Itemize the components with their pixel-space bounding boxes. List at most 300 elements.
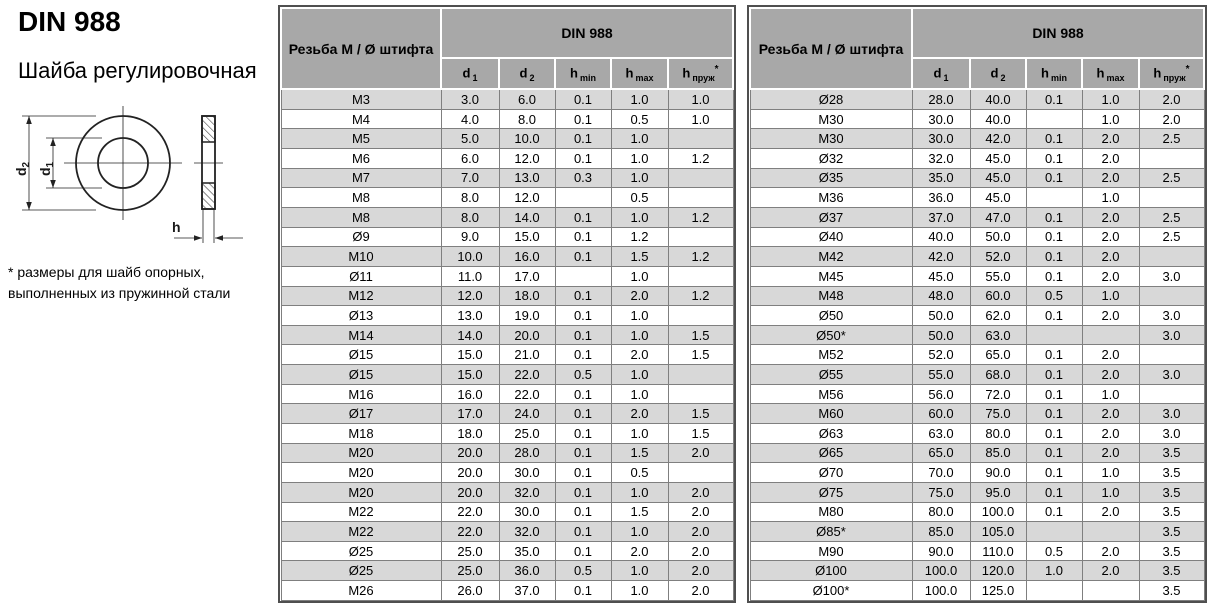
col-label-sup: * [1185,64,1190,76]
value-cell: 0.1 [1026,482,1082,502]
col-label-base: d [519,65,528,81]
value-cell: 3.0 [1139,404,1204,424]
value-cell: 0.1 [1026,463,1082,483]
page-title: DIN 988 [18,6,121,37]
value-cell: 8.0 [441,188,499,208]
value-cell: 17.0 [441,404,499,424]
value-cell: 3.0 [1139,365,1204,385]
value-cell: 3.5 [1139,522,1204,542]
thread-size-cell: Ø32 [750,149,912,169]
col-label-base: d [462,65,471,81]
value-cell: 52.0 [970,247,1026,267]
value-cell: 65.0 [912,443,970,463]
value-cell: 1.0 [668,89,733,109]
table-row [281,129,733,149]
thread-size-cell: M56 [750,384,912,404]
value-cell: 1.0 [611,207,668,227]
value-cell: 100.0 [912,561,970,581]
value-cell: 3.5 [1139,581,1204,601]
value-cell: 100.0 [970,502,1026,522]
value-cell: 4.0 [441,109,499,129]
thread-size-cell: M8 [281,188,441,208]
value-cell: 8.0 [499,109,555,129]
value-cell: 18.0 [499,286,555,306]
value-cell: 0.5 [611,188,668,208]
value-cell: 1.2 [668,149,733,169]
value-cell: 0.1 [1026,168,1082,188]
value-cell: 36.0 [912,188,970,208]
thread-size-cell: M7 [281,168,441,188]
value-cell: 0.1 [1026,227,1082,247]
value-cell: 1.0 [611,384,668,404]
value-cell: 1.2 [668,207,733,227]
thread-size-cell: M6 [281,149,441,169]
value-cell: 1.0 [611,365,668,385]
thread-size-cell: Ø11 [281,266,441,286]
value-cell: 14.0 [441,325,499,345]
value-cell: 13.0 [441,306,499,326]
thread-size-cell: M8 [281,207,441,227]
col-label-sub: пруж [1163,72,1186,83]
value-cell: 15.0 [441,365,499,385]
value-cell: 0.1 [1026,365,1082,385]
table-row [281,188,733,208]
value-cell: 60.0 [970,286,1026,306]
thread-size-cell: M5 [281,129,441,149]
table-row [281,502,733,522]
table-row [750,541,1204,561]
thread-size-cell: Ø100* [750,581,912,601]
value-cell: 0.1 [555,345,611,365]
side-view [194,116,223,209]
thread-size-cell: M16 [281,384,441,404]
table-row [750,286,1204,306]
value-cell: 85.0 [970,443,1026,463]
value-cell: 68.0 [970,365,1026,385]
column-header-d2 [970,58,1026,89]
value-cell: 18.0 [441,424,499,444]
thread-size-cell: M45 [750,266,912,286]
value-cell: 0.1 [555,89,611,109]
col-label-sub: 1 [472,72,478,83]
value-cell: 60.0 [912,404,970,424]
col-label-sup: * [714,64,719,76]
column-header-hspring [1139,58,1204,89]
col-label-sub: max [1106,72,1125,83]
value-cell: 0.1 [555,325,611,345]
table-row [281,482,733,502]
value-cell: 0.1 [555,109,611,129]
table-row [281,365,733,385]
value-cell: 1.5 [668,325,733,345]
value-cell: 42.0 [912,247,970,267]
value-cell: 0.1 [555,581,611,601]
value-cell [668,227,733,247]
table-row [750,325,1204,345]
value-cell: 1.5 [668,424,733,444]
footnote-line: * размеры для шайб опорных, [8,264,205,280]
value-cell: 0.1 [555,502,611,522]
value-cell: 1.0 [611,89,668,109]
value-cell: 0.1 [555,149,611,169]
spec-table-left [278,5,736,603]
value-cell: 3.5 [1139,561,1204,581]
value-cell: 0.1 [555,443,611,463]
value-cell: 63.0 [912,424,970,444]
value-cell: 2.0 [611,541,668,561]
value-cell [668,306,733,326]
table-row [750,266,1204,286]
value-cell [1139,286,1204,306]
value-cell: 0.5 [555,561,611,581]
value-cell: 48.0 [912,286,970,306]
value-cell: 1.5 [611,247,668,267]
value-cell: 2.0 [1082,247,1139,267]
value-cell: 45.0 [912,266,970,286]
table-row [750,345,1204,365]
value-cell: 62.0 [970,306,1026,326]
column-header-hmax [611,58,668,89]
thread-size-cell: M20 [281,482,441,502]
value-cell: 20.0 [441,443,499,463]
value-cell: 2.0 [1082,443,1139,463]
table-row [750,443,1204,463]
table-row [750,561,1204,581]
value-cell: 1.0 [1082,384,1139,404]
value-cell: 0.1 [555,306,611,326]
value-cell: 22.0 [441,502,499,522]
value-cell: 0.1 [1026,404,1082,424]
table-row [281,207,733,227]
value-cell: 1.0 [611,306,668,326]
thread-size-cell: Ø15 [281,365,441,385]
col-label-base: h [1153,65,1162,81]
thread-size-cell: M30 [750,109,912,129]
col-label-base: h [682,65,691,81]
value-cell: 36.0 [499,561,555,581]
dim-label-h: h [172,219,181,235]
value-cell: 1.0 [1026,561,1082,581]
value-cell: 0.1 [1026,266,1082,286]
table-row [281,581,733,601]
value-cell: 17.0 [499,266,555,286]
value-cell: 70.0 [912,463,970,483]
value-cell: 6.0 [441,149,499,169]
value-cell: 32.0 [499,482,555,502]
thread-size-cell: Ø50 [750,306,912,326]
table-row [281,89,733,109]
value-cell: 20.0 [499,325,555,345]
value-cell: 56.0 [912,384,970,404]
value-cell: 0.5 [1026,541,1082,561]
value-cell: 3.0 [1139,306,1204,326]
value-cell: 2.0 [1082,306,1139,326]
table-row [281,424,733,444]
value-cell: 2.0 [611,345,668,365]
thread-size-cell: M4 [281,109,441,129]
table-row [281,168,733,188]
value-cell: 2.5 [1139,227,1204,247]
value-cell: 1.0 [1082,109,1139,129]
value-cell [668,266,733,286]
thread-size-cell: M26 [281,581,441,601]
value-cell: 45.0 [970,168,1026,188]
value-cell: 0.1 [555,207,611,227]
thread-size-cell: Ø15 [281,345,441,365]
value-cell [1139,149,1204,169]
value-cell: 26.0 [441,581,499,601]
thread-size-cell: Ø65 [750,443,912,463]
value-cell [668,168,733,188]
value-cell [668,188,733,208]
value-cell: 45.0 [970,188,1026,208]
value-cell [1082,581,1139,601]
value-cell: 2.0 [668,541,733,561]
value-cell: 2.0 [1082,424,1139,444]
value-cell: 40.0 [970,109,1026,129]
value-cell [555,266,611,286]
column-header-din-group: DIN 988 [912,8,1204,58]
thread-size-cell: M18 [281,424,441,444]
table-body [281,89,733,601]
value-cell: 0.1 [555,424,611,444]
table-row [281,227,733,247]
value-cell: 24.0 [499,404,555,424]
table-row [281,109,733,129]
table-row [281,384,733,404]
thread-size-cell: Ø75 [750,482,912,502]
value-cell: 100.0 [912,581,970,601]
value-cell: 2.0 [1082,149,1139,169]
value-cell: 0.1 [1026,345,1082,365]
value-cell: 2.0 [668,561,733,581]
value-cell: 10.0 [441,247,499,267]
value-cell [555,188,611,208]
col-label-base: h [1041,65,1049,81]
value-cell: 0.1 [555,384,611,404]
value-cell: 2.0 [1082,207,1139,227]
value-cell: 35.0 [499,541,555,561]
column-header-hmax [1082,58,1139,89]
value-cell: 1.0 [1082,463,1139,483]
value-cell: 50.0 [970,227,1026,247]
thread-size-cell: M90 [750,541,912,561]
value-cell: 1.0 [611,424,668,444]
value-cell: 0.1 [555,404,611,424]
col-label-base: d [990,65,999,81]
thread-size-cell: M48 [750,286,912,306]
value-cell: 0.1 [1026,247,1082,267]
value-cell: 22.0 [499,365,555,385]
table-row [281,286,733,306]
value-cell: 1.0 [1082,286,1139,306]
table-row [750,247,1204,267]
table-row [281,522,733,542]
table-body [750,89,1204,601]
value-cell: 2.0 [1082,129,1139,149]
value-cell: 50.0 [912,306,970,326]
value-cell: 3.5 [1139,463,1204,483]
table-row [281,266,733,286]
value-cell: 1.0 [1082,482,1139,502]
table-row [281,443,733,463]
table-row [750,89,1204,109]
value-cell: 1.5 [611,502,668,522]
value-cell: 8.0 [441,207,499,227]
table-row [281,541,733,561]
value-cell [1026,581,1082,601]
value-cell: 0.3 [555,168,611,188]
value-cell: 1.5 [668,404,733,424]
value-cell: 2.0 [1082,365,1139,385]
value-cell: 63.0 [970,325,1026,345]
table-row [281,561,733,581]
table-row [281,404,733,424]
table-row [750,188,1204,208]
din988-table-large-sizes [749,7,1205,601]
value-cell: 0.1 [555,129,611,149]
value-cell: 9.0 [441,227,499,247]
thread-size-cell: Ø37 [750,207,912,227]
value-cell: 40.0 [970,89,1026,109]
col-label-sub: min [579,72,596,83]
value-cell: 2.0 [668,482,733,502]
col-label-sub: max [635,72,654,83]
value-cell: 37.0 [499,581,555,601]
value-cell [1139,345,1204,365]
value-cell: 50.0 [912,325,970,345]
table-row [750,463,1204,483]
value-cell: 95.0 [970,482,1026,502]
value-cell: 3.5 [1139,443,1204,463]
value-cell: 0.1 [555,522,611,542]
value-cell: 15.0 [441,345,499,365]
thread-size-cell: Ø13 [281,306,441,326]
value-cell: 12.0 [499,149,555,169]
value-cell [1139,247,1204,267]
value-cell: 90.0 [970,463,1026,483]
footnote-line: выполненных из пружинной стали [8,285,231,301]
dimension-h [172,209,243,243]
column-header-d1 [441,58,499,89]
table-row [281,463,733,483]
value-cell [1139,384,1204,404]
table-row [750,502,1204,522]
value-cell: 3.0 [1139,266,1204,286]
value-cell: 1.0 [611,561,668,581]
value-cell: 0.1 [1026,207,1082,227]
value-cell: 2.0 [1139,89,1204,109]
value-cell: 2.5 [1139,168,1204,188]
table-row [750,581,1204,601]
thread-size-cell: M36 [750,188,912,208]
value-cell: 1.0 [611,168,668,188]
value-cell: 80.0 [912,502,970,522]
value-cell: 47.0 [970,207,1026,227]
col-label-base: h [570,65,578,81]
value-cell: 2.0 [1082,561,1139,581]
value-cell: 0.1 [555,482,611,502]
value-cell: 0.1 [555,247,611,267]
value-cell: 14.0 [499,207,555,227]
value-cell: 1.0 [611,129,668,149]
value-cell [1026,188,1082,208]
value-cell: 37.0 [912,207,970,227]
column-header-hspring [668,58,733,89]
col-label-sub: пруж [692,72,715,83]
thread-size-cell: Ø40 [750,227,912,247]
value-cell: 22.0 [499,384,555,404]
value-cell: 0.1 [1026,443,1082,463]
thread-size-cell: M42 [750,247,912,267]
thread-size-cell: Ø100 [750,561,912,581]
value-cell: 3.0 [1139,325,1204,345]
thread-size-cell: Ø55 [750,365,912,385]
value-cell: 1.0 [1082,89,1139,109]
value-cell: 45.0 [970,149,1026,169]
table-row [750,207,1204,227]
thread-size-cell: M60 [750,404,912,424]
value-cell: 1.0 [611,149,668,169]
value-cell: 30.0 [912,109,970,129]
value-cell [1139,188,1204,208]
value-cell: 2.5 [1139,129,1204,149]
thread-size-cell: M22 [281,522,441,542]
value-cell: 2.0 [1082,541,1139,561]
value-cell: 2.0 [668,502,733,522]
value-cell: 1.0 [611,581,668,601]
table-row [750,522,1204,542]
value-cell [668,463,733,483]
value-cell: 12.0 [499,188,555,208]
table-row [750,129,1204,149]
value-cell: 11.0 [441,266,499,286]
thread-size-cell: Ø50* [750,325,912,345]
value-cell: 1.5 [611,443,668,463]
value-cell: 52.0 [912,345,970,365]
column-header-hmin [1026,58,1082,89]
value-cell: 1.2 [668,286,733,306]
value-cell: 0.5 [1026,286,1082,306]
value-cell: 0.1 [1026,306,1082,326]
value-cell: 1.2 [611,227,668,247]
din988-table-small-sizes [280,7,734,601]
value-cell: 0.1 [1026,89,1082,109]
column-header-d2 [499,58,555,89]
value-cell: 1.2 [668,247,733,267]
thread-size-cell: M20 [281,443,441,463]
value-cell: 0.5 [555,365,611,385]
value-cell [668,365,733,385]
value-cell: 55.0 [912,365,970,385]
footnote [8,262,230,304]
col-label-base: d [933,65,942,81]
col-label-sub: min [1050,72,1067,83]
value-cell: 2.0 [1082,404,1139,424]
table-row [750,306,1204,326]
value-cell: 42.0 [970,129,1026,149]
thread-size-cell: M22 [281,502,441,522]
value-cell [1082,325,1139,345]
value-cell: 7.0 [441,168,499,188]
table-row [750,227,1204,247]
washer-technical-drawing [0,102,270,254]
value-cell: 3.0 [1139,424,1204,444]
value-cell: 6.0 [499,89,555,109]
value-cell: 90.0 [912,541,970,561]
value-cell: 30.0 [912,129,970,149]
value-cell: 125.0 [970,581,1026,601]
